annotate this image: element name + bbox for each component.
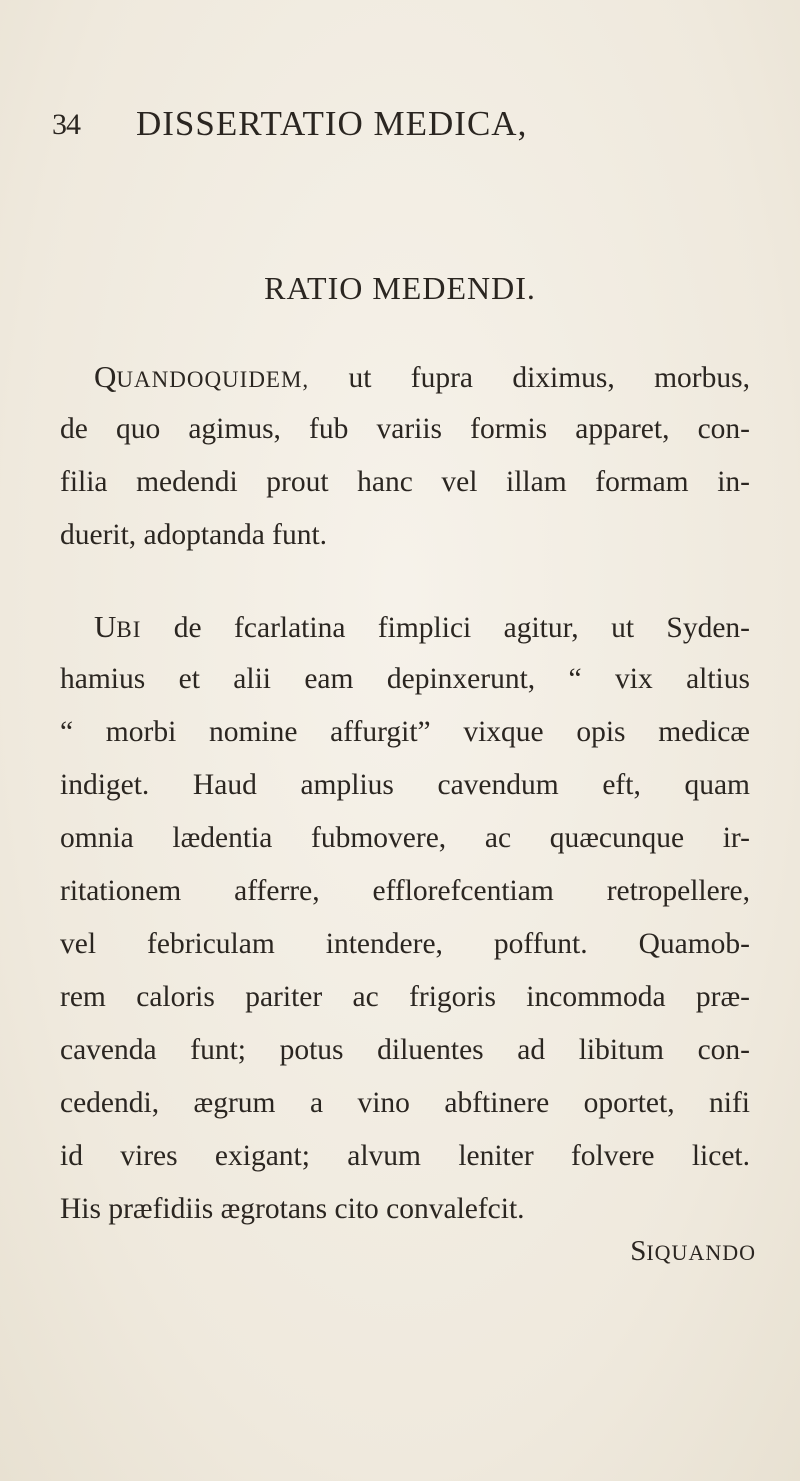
paragraph-line: indiget. Haud amplius cavendum eft, quam [60, 769, 750, 801]
paragraph-line: duerit, adoptanda funt. [60, 519, 328, 551]
running-head: DISSERTATIO MEDICA, [136, 104, 528, 143]
paragraph-line: ritationem afferre, efflorefcentiam retropellere, [60, 875, 750, 907]
paragraph-line: filia medendi prout hanc vel illam formam in- [60, 466, 750, 498]
section-title: RATIO MEDENDI. [264, 270, 536, 306]
catchword: SIQUANDO [630, 1235, 756, 1267]
paragraph-line: UBI de fcarlatina fimplici agitur, ut Syden- [94, 609, 750, 644]
paragraph-line: de quo agimus, fub variis formis apparet, con- [60, 413, 750, 445]
page-header [52, 104, 752, 148]
paragraph-line: His præfidiis ægrotans cito convalefcit. [60, 1193, 525, 1225]
lead-word: QUANDOQUIDEM, [94, 359, 310, 394]
paragraph-line: rem caloris pariter ac frigoris incommoda præ- [60, 981, 750, 1013]
paragraph-line: id vires exigant; alvum leniter folvere licet. [60, 1140, 750, 1172]
paragraph-line: omnia lædentia fubmovere, ac quæcunque ir- [60, 822, 750, 854]
paragraph-line: cavenda funt; potus diluentes ad libitum con- [60, 1034, 750, 1066]
paragraph-line: cedendi, ægrum a vino abftinere oportet, nifi [60, 1087, 750, 1119]
paragraph-line: vel febriculam intendere, poffunt. Quamob- [60, 928, 750, 960]
lead-word: UBI [94, 609, 142, 644]
paragraph-line: QUANDOQUIDEM, ut fupra diximus, morbus, [94, 359, 750, 394]
paragraph-1 [60, 350, 750, 562]
paragraph-line: “ morbi nomine affurgit” vixque opis medicæ [60, 716, 750, 748]
paragraph-2 [60, 600, 750, 1236]
paragraph-line: hamius et alii eam depinxerunt, “ vix altius [60, 663, 750, 695]
page-number: 34 [52, 108, 80, 141]
